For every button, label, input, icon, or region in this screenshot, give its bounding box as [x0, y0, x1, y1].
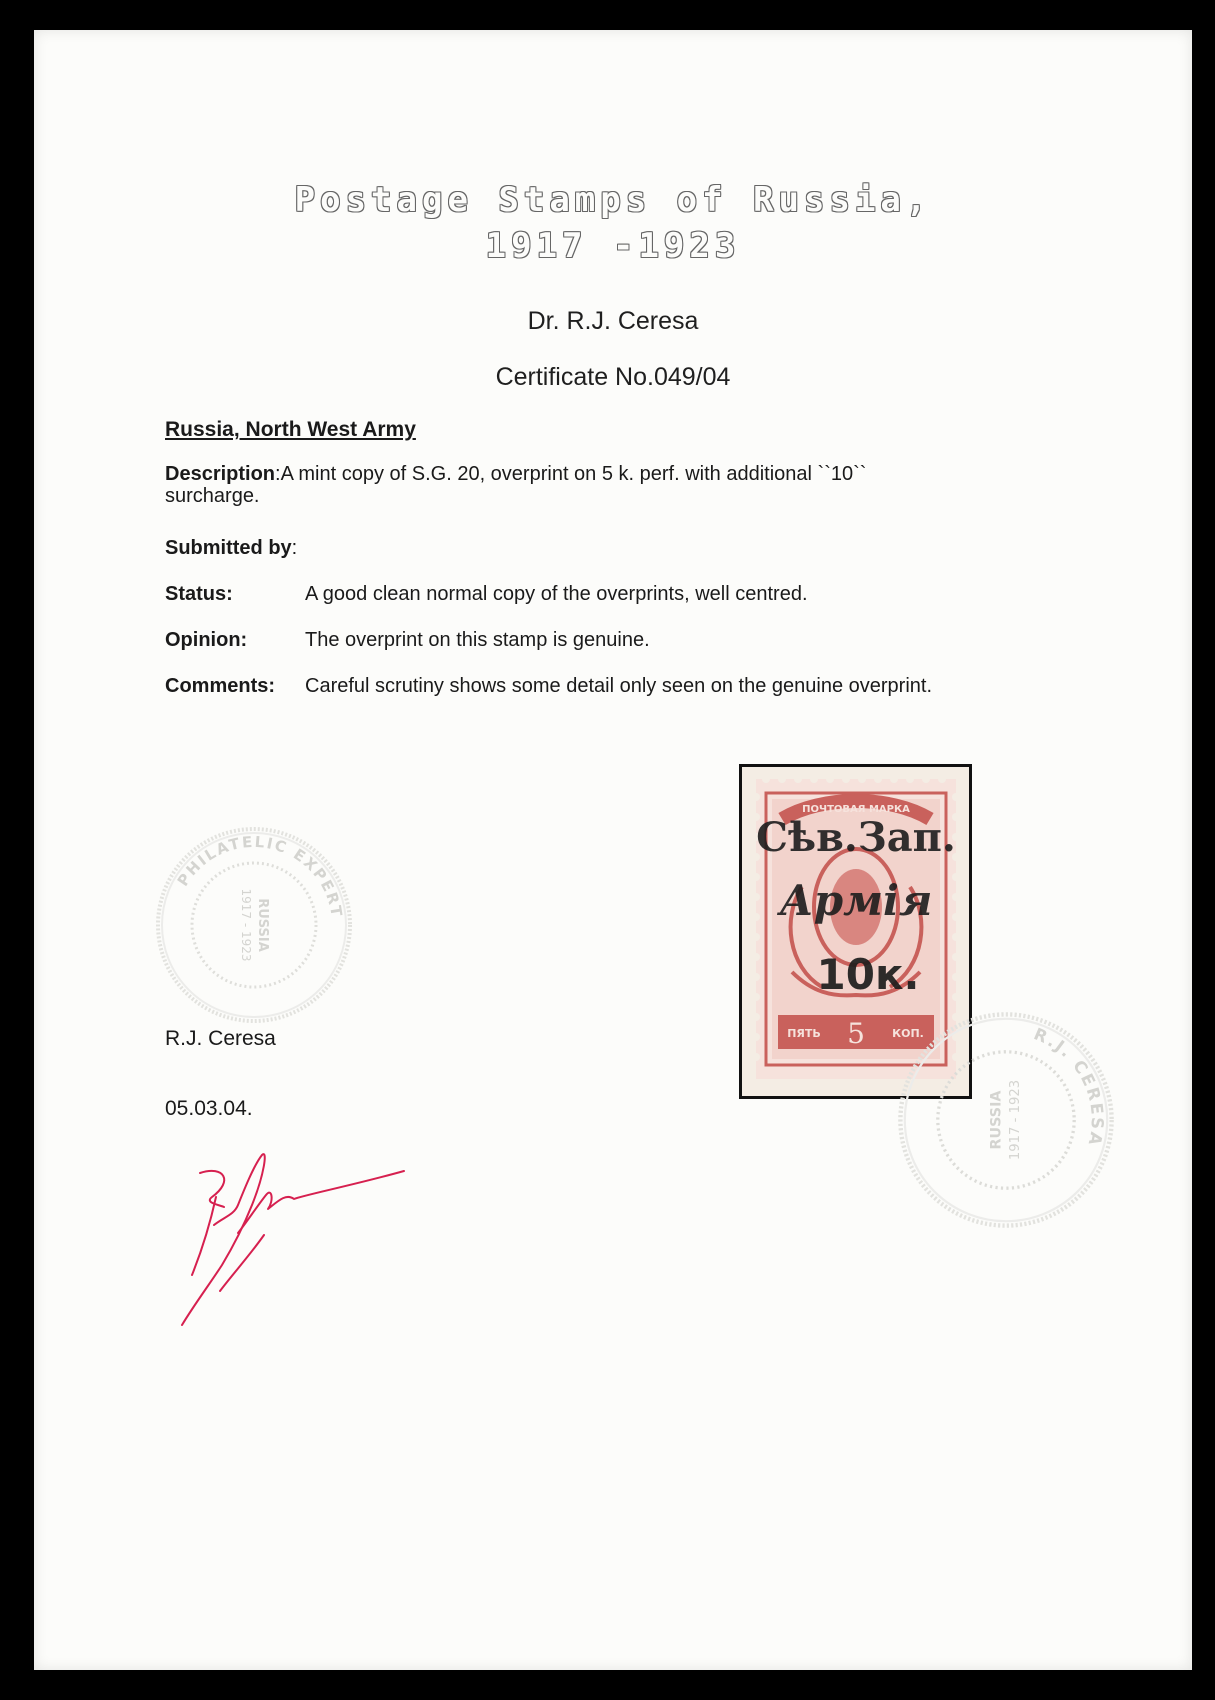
stamp-heading: Russia, North West Army	[165, 418, 416, 441]
certificate-number: Certificate No.049/04	[495, 363, 731, 391]
author-name: Dr. R.J. Ceresa	[527, 307, 699, 335]
comments-text: Careful scrutiny shows some detail only seen on the genuine overprint.	[305, 675, 933, 697]
comments-field	[165, 675, 933, 698]
seal-center-1: RUSSIA	[255, 898, 270, 952]
status-field	[165, 583, 808, 606]
overprint-line-2: Армiя	[779, 876, 933, 925]
status-label: Status:	[165, 583, 233, 605]
title-line-2: 1917 -1923	[485, 226, 741, 266]
stamp-value-right: КОП.	[892, 1027, 924, 1040]
comments-label: Comments:	[165, 675, 276, 697]
certificate-sheet	[34, 30, 1192, 1670]
stamp-top-text: ПОЧТОВАЯ МАРКА	[802, 804, 910, 815]
opinion-text: The overprint on this stamp is genuine.	[305, 629, 650, 651]
submitted-text: :	[291, 537, 298, 559]
seal-right-center-2: 1917 - 1923	[1008, 1079, 1024, 1161]
certificate-date: 05.03.04.	[165, 1097, 253, 1120]
description-field	[165, 463, 965, 507]
stamp-value-left: ПЯТЬ	[787, 1027, 821, 1040]
opinion-label: Opinion:	[165, 629, 248, 651]
title-line-1: Postage Stamps of Russia,	[294, 180, 932, 220]
description-text: :A mint copy of S.G. 20, overprint on 5 k. perf. with additional ``10``	[275, 463, 867, 485]
description-label: Description	[165, 463, 276, 485]
description-text-2: surcharge.	[165, 485, 260, 507]
seal-right-center-1: RUSSIA	[988, 1090, 1005, 1150]
submitted-label: Submitted by	[165, 537, 292, 559]
status-text: A good clean normal copy of the overprints, well centred.	[305, 583, 808, 605]
stamp-value-digit: 5	[847, 1017, 865, 1050]
seal-outer-text: PHILATELIC EXPERT	[173, 832, 346, 920]
surcharge-text: 10к.	[816, 950, 920, 999]
opinion-field	[165, 629, 650, 652]
embossed-seal-right	[896, 1010, 1116, 1230]
handwritten-signature	[154, 1135, 424, 1335]
seal-right-name: R.J. CERESA	[1031, 1024, 1108, 1149]
signer-name: R.J. Ceresa	[165, 1027, 276, 1050]
embossed-seal-left	[154, 825, 354, 1025]
overprint-line-1: Сѣв.Зап.	[756, 814, 956, 861]
svg-text:R.J. CERESA	[1031, 1024, 1107, 1149]
submitted-field	[165, 537, 297, 560]
seal-center-2: 1917 - 1923	[239, 888, 253, 962]
